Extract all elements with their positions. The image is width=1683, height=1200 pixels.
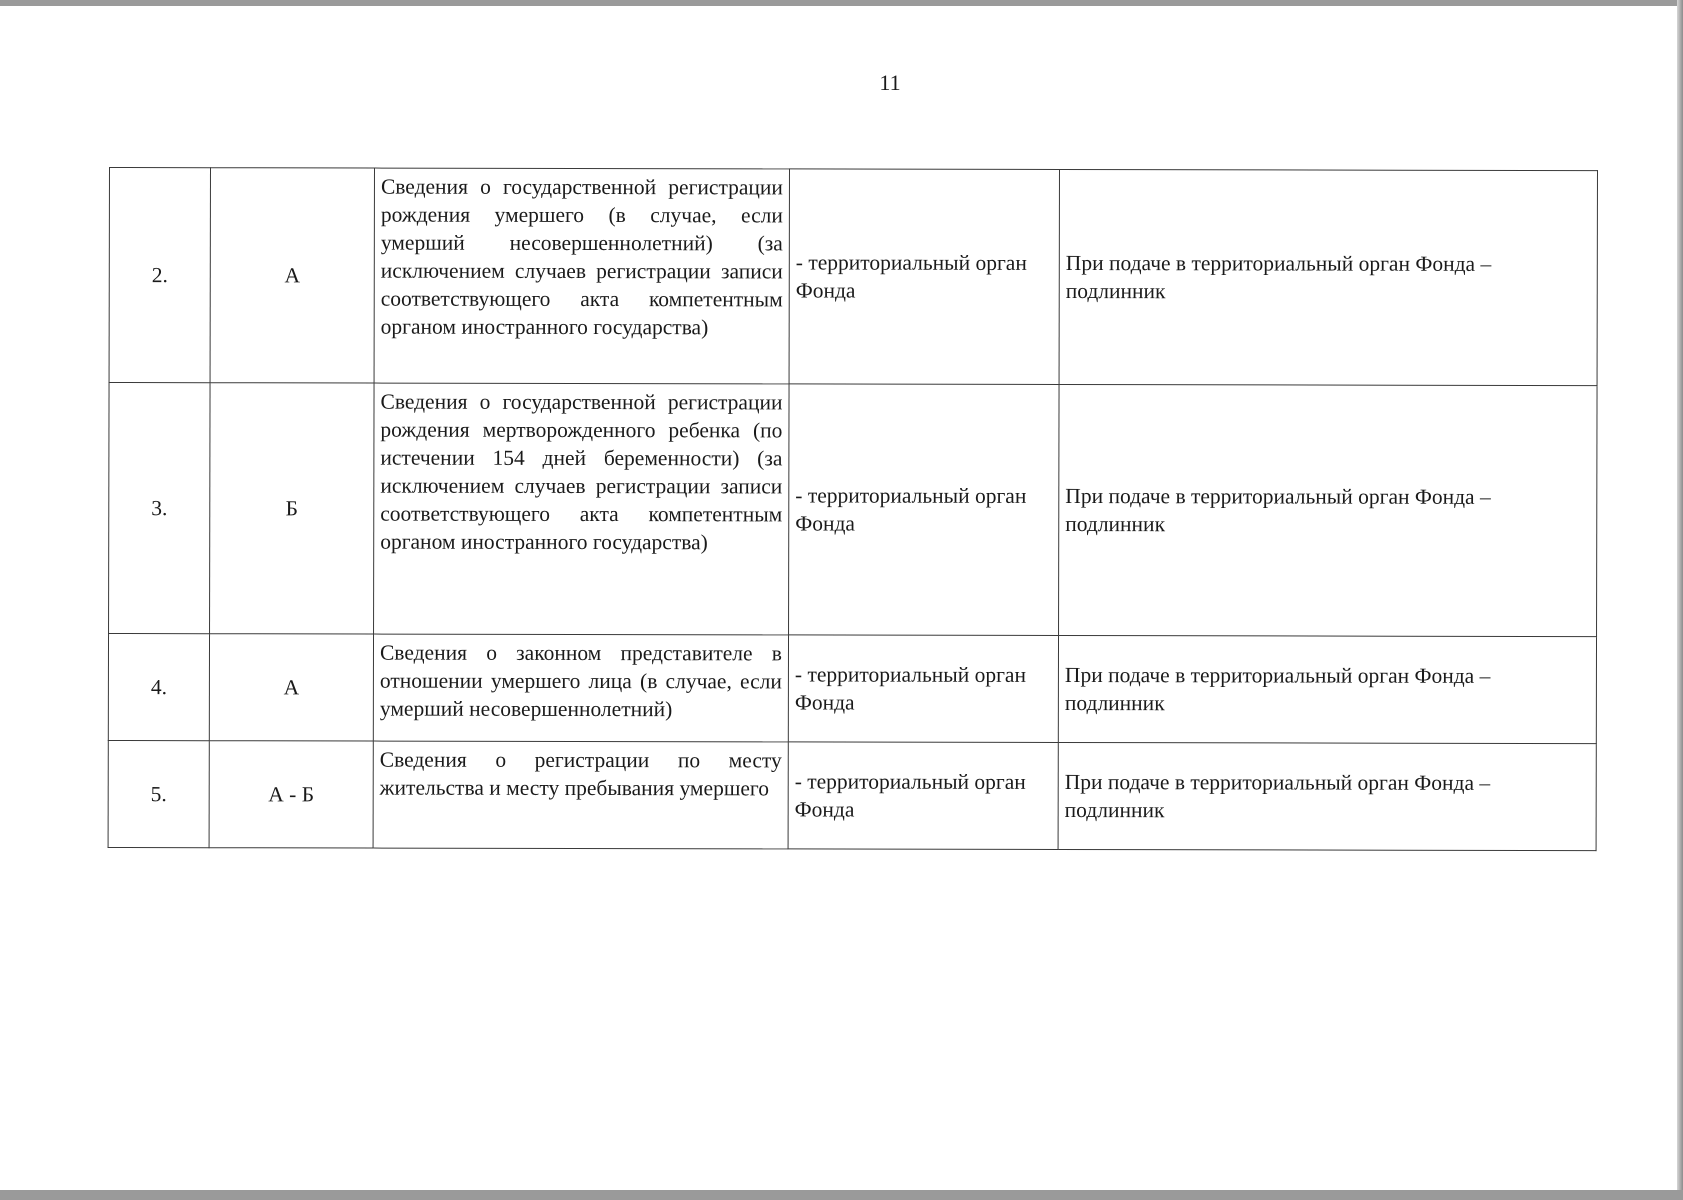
scan-edge-bottom (0, 1190, 1683, 1200)
row-number: 4. (108, 634, 209, 741)
row-description-text: Сведения о государственной регистрации рождения мертворожденного ребенка (по истечении 154 дней беременности) (за исключением случаев регистрации записи соответствующего акта компетентным органом иностранного государства) (380, 389, 783, 555)
row-number: 5. (108, 740, 209, 847)
scan-edge-right (1677, 0, 1683, 1200)
table-row (108, 740, 1596, 850)
row-submission: При подаче в территориальный орган Фонда – подлинник (1058, 742, 1596, 850)
row-number: 3. (109, 383, 211, 634)
row-description (373, 634, 788, 742)
row-category: А (209, 634, 373, 741)
row-description (373, 741, 788, 849)
row-submission: При подаче в территориальный орган Фонда – подлинник (1058, 635, 1596, 743)
table-row (108, 634, 1596, 744)
row-description (374, 383, 790, 635)
scan-edge-top (0, 0, 1683, 6)
page-number: 11 (879, 70, 901, 95)
documents-table (108, 167, 1598, 851)
row-submission: При подаче в территориальный орган Фонда – подлинник (1059, 384, 1598, 636)
row-category: А - Б (209, 741, 373, 848)
row-submission: При подаче в территориальный орган Фонда – подлинник (1059, 169, 1597, 385)
row-number: 2. (109, 168, 210, 383)
row-description-text: Сведения о регистрации по месту жительства и месту пребывания умершего (379, 747, 782, 801)
row-category: А (210, 168, 374, 383)
row-description-text: Сведения о законном представителе в отношении умершего лица (в случае, если умерший несовершеннолетний) (379, 640, 783, 722)
row-organ: - территориальный орган Фонда (788, 635, 1058, 743)
table-row (109, 383, 1598, 637)
row-organ: - территориальный орган Фонда (789, 169, 1059, 385)
row-organ: - территориальный орган Фонда (789, 384, 1060, 636)
row-category: Б (210, 383, 375, 634)
row-description (374, 168, 789, 384)
row-organ: - территориальный орган Фонда (788, 742, 1058, 850)
row-description-text: Сведения о государственной регистрации рождения умершего (в случае, если умерший несовершеннолетний) (за исключением случаев регистрации записи соответствующего акта компетентным органом иностранного государства) (380, 174, 783, 340)
table-row (109, 168, 1597, 386)
